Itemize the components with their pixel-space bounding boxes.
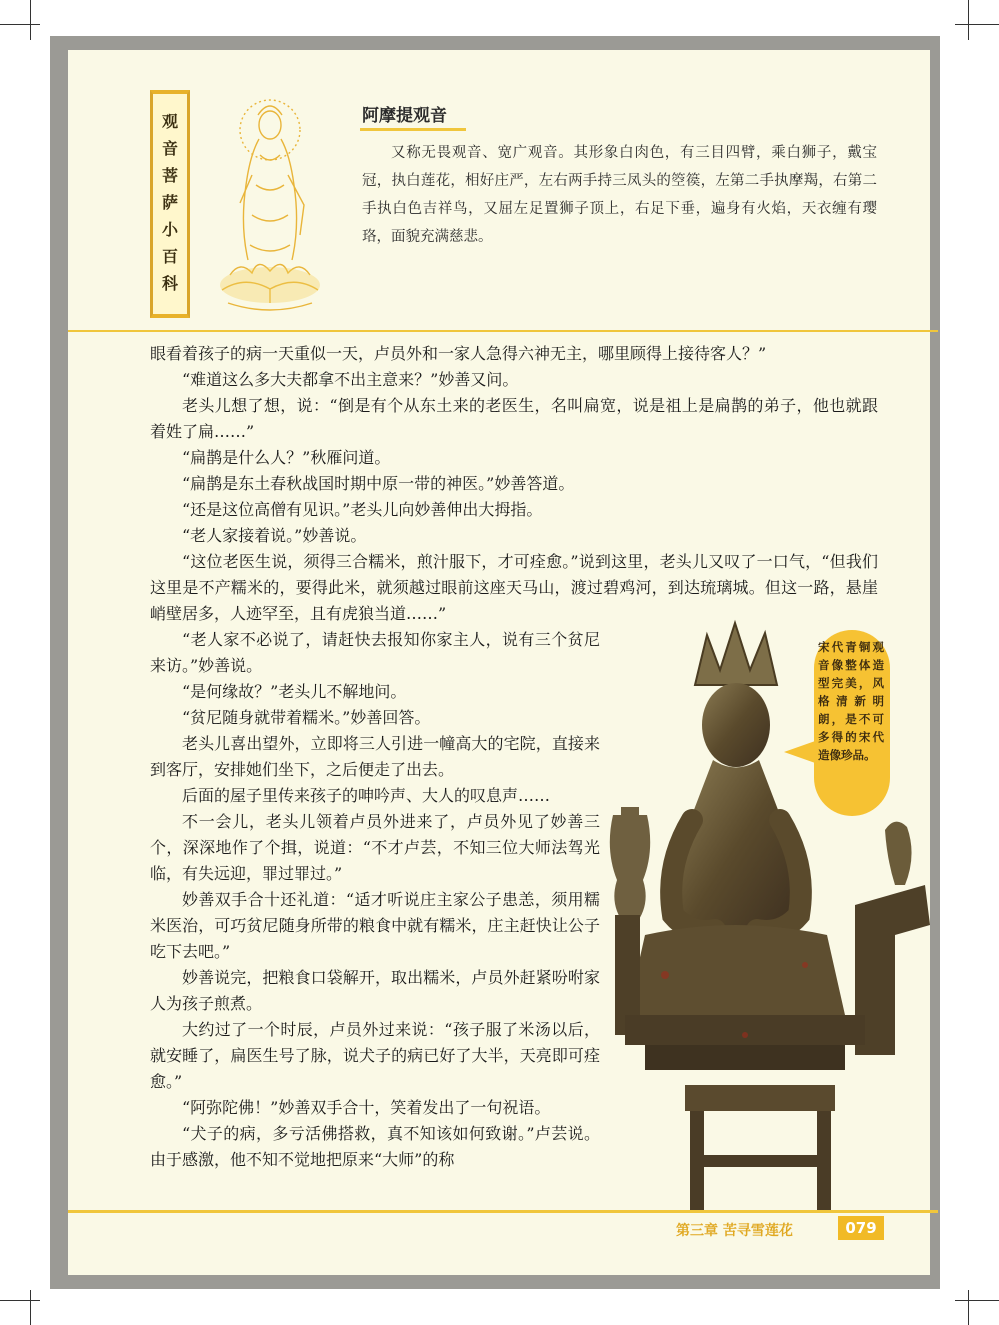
paragraph: “扁鹊是什么人？”秋雁问道。 xyxy=(182,448,391,467)
section-divider xyxy=(68,330,938,332)
paragraph: 老头儿喜出望外，立即将三人引进一幢高大的宅院，直接来到客厅，安排她们坐下，之后便走了出去。 xyxy=(150,734,600,779)
crop-mark xyxy=(0,1300,40,1301)
paragraph: “是何缘故？”老头儿不解地问。 xyxy=(182,682,407,701)
crop-mark xyxy=(955,1300,999,1301)
paragraph: “阿弥陀佛！”妙善双手合十，笑着发出了一句祝语。 xyxy=(182,1098,551,1117)
crop-mark xyxy=(0,24,40,25)
statue-caption: 宋代青铜观音像整体造型完美，风格清新明朗，是不可多得的宋代造像珍品。 xyxy=(818,640,884,762)
entry-title-underline xyxy=(360,128,466,131)
sidebar-title-char: 百 xyxy=(161,247,178,266)
footer-rule xyxy=(68,1210,938,1213)
crop-mark xyxy=(30,0,31,40)
sidebar-title-char: 小 xyxy=(161,220,178,239)
sidebar-title-char: 菩 xyxy=(161,166,178,185)
sidebar-title-char: 观 xyxy=(161,112,178,131)
paragraph: “老人家接着说。”妙善说。 xyxy=(182,526,367,545)
paragraph: 妙善说完，把粮食口袋解开，取出糯米，卢员外赶紧吩咐家人为孩子煎煮。 xyxy=(150,968,600,1013)
paragraph: “老人家不必说了，请赶快去报知你家主人，说有三个贫尼来访。”妙善说。 xyxy=(150,630,600,675)
sidebar-title-char: 萨 xyxy=(161,193,178,212)
paragraph: 老头儿想了想，说：“倒是有个从东土来的老医生，名叫扁宽，说是祖上是扁鹊的弟子，他也就跟着姓了扁……” xyxy=(150,396,878,441)
sidebar-title xyxy=(150,108,190,297)
sidebar-title-char: 音 xyxy=(161,139,178,158)
guanyin-illustration xyxy=(200,85,340,320)
paragraph: 妙善双手合十还礼道：“适才听说庄主家公子患恙，须用糯米医治，可巧贫尼随身所带的粮食中就有糯米，庄主赶快让公子吃下去吧。” xyxy=(150,890,600,961)
entry-body xyxy=(362,139,877,251)
sidebar-title-char: 科 xyxy=(161,274,178,293)
paragraph: “难道这么多大夫都拿不出主意来？”妙善又问。 xyxy=(182,370,519,389)
paragraph: “贫尼随身就带着糯米。”妙善回答。 xyxy=(182,708,431,727)
crop-mark xyxy=(955,24,999,25)
paragraph: “犬子的病，多亏活佛搭救，真不知该如何致谢。”卢芸说。由于感激，他不知不觉地把原来“大师”的称 xyxy=(150,1124,600,1169)
crop-mark xyxy=(30,1290,31,1325)
caption-bubble-tail xyxy=(784,740,818,764)
paragraph: 后面的屋子里传来孩子的呻吟声、大人的叹息声…… xyxy=(182,786,551,805)
paragraph: 大约过了一个时辰，卢员外过来说：“孩子服了米汤以后，就安睡了，扁医生号了脉，说犬子的病已好了大半，天亮即可痊愈。” xyxy=(150,1020,600,1091)
paragraph: 不一会儿，老头儿领着卢员外进来了，卢员外见了妙善三个，深深地作了个揖，说道：“不才卢芸，不知三位大师法驾光临，有失远迎，罪过罪过。” xyxy=(150,812,600,883)
page-number: 079 xyxy=(838,1216,884,1240)
paragraph: “这位老医生说，须得三合糯米，煎汁服下，才可痊愈。”说到这里，老头儿又叹了一口气，“但我们这里是不产糯米的，要得此米，就须越过眼前这座天马山，渡过碧鸡河，到达琉璃城。但这一路，悬崖峭壁居多，人迹罕至，且有虎狼当道……” xyxy=(150,552,878,623)
bronze-guanyin-statue xyxy=(595,615,945,1220)
paragraph: “还是这位高僧有见识。”老头儿向妙善伸出大拇指。 xyxy=(182,500,543,519)
chapter-label: 第三章 苦寻雪莲花 xyxy=(676,1223,793,1239)
crop-mark xyxy=(968,0,969,40)
entry-body-text: 又称无畏观音、宽广观音。其形象白肉色，有三目四臂，乘白狮子，戴宝冠，执白莲花，相好庄严，左右两手持三凤头的箜篌，左第二手执摩羯，右第二手执白色吉祥鸟，又屈左足置狮子顶上，右足下垂，遍身有火焰，天衣缠有璎珞，面貌充满慈悲。 xyxy=(362,145,877,245)
crop-mark xyxy=(968,1290,969,1325)
paragraph: “扁鹊是东土春秋战国时期中原一带的神医。”妙善答道。 xyxy=(182,474,575,493)
entry-title: 阿摩提观音 xyxy=(362,106,447,126)
paragraph: 眼看着孩子的病一天重似一天，卢员外和一家人急得六神无主，哪里顾得上接待客人？” xyxy=(150,344,767,363)
